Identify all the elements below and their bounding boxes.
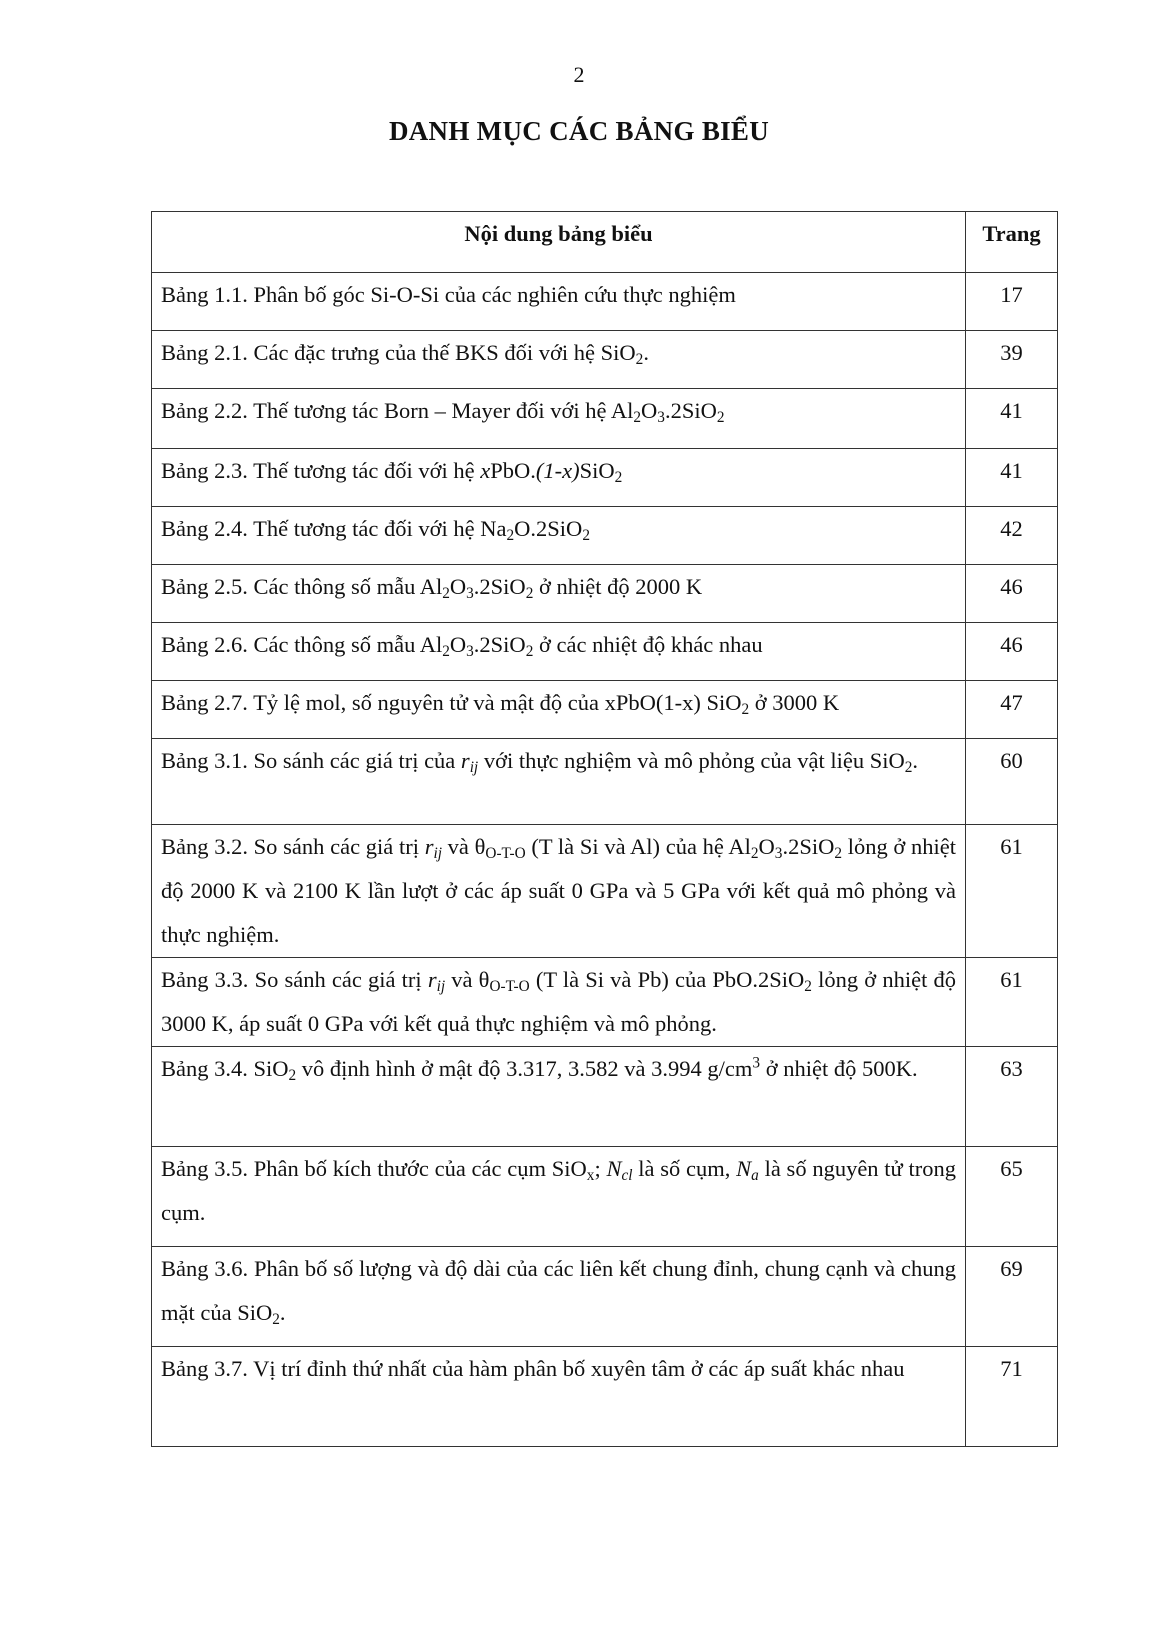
table-entry-page: 46 bbox=[966, 623, 1058, 681]
table-row bbox=[152, 623, 1058, 681]
table-row bbox=[152, 1347, 1058, 1447]
table-entry-description: Bảng 1.1. Phân bố góc Si-O-Si của các nghiên cứu thực nghiệm bbox=[152, 273, 966, 331]
table-row bbox=[152, 389, 1058, 449]
page-column-header: Trang bbox=[966, 212, 1058, 273]
table-entry-page: 17 bbox=[966, 273, 1058, 331]
table-entry-page: 46 bbox=[966, 565, 1058, 623]
table-row bbox=[152, 273, 1058, 331]
table-entry-description: Bảng 3.1. So sánh các giá trị của $r_{ij}$ với thực nghiệm và mô phỏng của vật liệu SiO$_2$. bbox=[152, 739, 966, 825]
table-entry-page: 41 bbox=[966, 449, 1058, 507]
table-row bbox=[152, 331, 1058, 389]
table-entry-description: Bảng 3.5. Phân bố kích thước của các cụm SiO$_x$; $N_{cl}$ là số cụm, $N_a$ là số nguyên tử trong cụm. bbox=[152, 1147, 966, 1247]
table-entry-description: Bảng 3.4. SiO$_2$ vô định hình ở mật độ 3.317, 3.582 và 3.994 $g/cm^3$ ở nhiệt độ 500K. bbox=[152, 1047, 966, 1147]
table-entry-page: 39 bbox=[966, 331, 1058, 389]
table-entry-page: 61 bbox=[966, 825, 1058, 958]
table-row bbox=[152, 958, 1058, 1047]
table-entry-description: Bảng 2.7. Tỷ lệ mol, số nguyên tử và mật độ của xPbO(1-x) SiO$_2$ ở 3000 K bbox=[152, 681, 966, 739]
content-column-header: Nội dung bảng biểu bbox=[152, 212, 966, 273]
table-entry-description: Bảng 3.2. So sánh các giá trị $r_{ij}$ và $\theta_{O-T-O}$ (T là Si và Al) của hệ $Al_2O_3.2SiO_2$ lỏng ở nhiệt độ 2000 K và 2100 K lần lượt ở các áp suất 0 GPa và 5 GPa với kết quả mô phỏng và thực nghiệm. bbox=[152, 825, 966, 958]
table-row bbox=[152, 1147, 1058, 1247]
table-entry-description: Bảng 3.6. Phân bố số lượng và độ dài của các liên kết chung đỉnh, chung cạnh và chung mặt của SiO$_2$. bbox=[152, 1247, 966, 1347]
page-number: 2 bbox=[573, 62, 585, 87]
table-entry-page: 41 bbox=[966, 389, 1058, 449]
table-entry-page: 47 bbox=[966, 681, 1058, 739]
table-entry-page: 63 bbox=[966, 1047, 1058, 1147]
table-entry-description: Bảng 3.7. Vị trí đỉnh thứ nhất của hàm phân bố xuyên tâm ở các áp suất khác nhau bbox=[152, 1347, 966, 1447]
table-entry-description: Bảng 2.5. Các thông số mẫu $Al_2O_3.2SiO_2$ ở nhiệt độ 2000 K bbox=[152, 565, 966, 623]
list-of-tables bbox=[151, 211, 1058, 1447]
table-row bbox=[152, 565, 1058, 623]
table-row bbox=[152, 681, 1058, 739]
page-title: DANH MỤC CÁC BẢNG BIỂU bbox=[388, 116, 770, 146]
table-row bbox=[152, 507, 1058, 565]
table-row bbox=[152, 739, 1058, 825]
table-row bbox=[152, 449, 1058, 507]
table-header-row bbox=[152, 212, 1058, 273]
table-row bbox=[152, 825, 1058, 958]
table-entry-page: 69 bbox=[966, 1247, 1058, 1347]
table-entry-page: 42 bbox=[966, 507, 1058, 565]
table-entry-page: 65 bbox=[966, 1147, 1058, 1247]
table-entry-description: Bảng 2.2. Thế tương tác Born – Mayer đối với hệ $Al_2O_3.2SiO_2$ bbox=[152, 389, 966, 449]
table-entry-description: Bảng 2.1. Các đặc trưng của thế BKS đối với hệ SiO$_2$. bbox=[152, 331, 966, 389]
table-row bbox=[152, 1047, 1058, 1147]
table-entry-description: Bảng 2.6. Các thông số mẫu $Al_2O_3.2SiO_2$ ở các nhiệt độ khác nhau bbox=[152, 623, 966, 681]
table-entry-page: 60 bbox=[966, 739, 1058, 825]
table-entry-description: Bảng 3.3. So sánh các giá trị $r_{ij}$ và $\theta_{O-T-O}$ (T là Si và Pb) của PbO.2SiO$_2$ lỏng ở nhiệt độ 3000 K, áp suất 0 GPa với kết quả thực nghiệm và mô phỏng. bbox=[152, 958, 966, 1047]
table-entry-description: Bảng 2.4. Thế tương tác đối với hệ $Na_2O.2SiO_2$ bbox=[152, 507, 966, 565]
table-row bbox=[152, 1247, 1058, 1347]
table-entry-description: Bảng 2.3. Thế tương tác đối với hệ xPbO.(1-x)SiO$_2$ bbox=[152, 449, 966, 507]
table-entry-page: 61 bbox=[966, 958, 1058, 1047]
table-entry-page: 71 bbox=[966, 1347, 1058, 1447]
